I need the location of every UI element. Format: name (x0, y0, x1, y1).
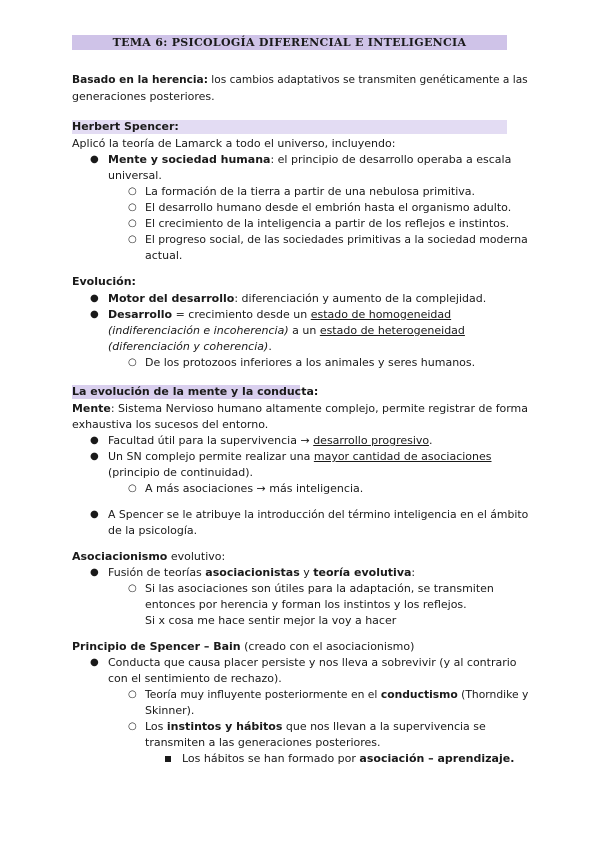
evolucion-sub-1: De los protozoos inferiores a los animales y seres humanos. (145, 356, 476, 369)
mente-bullet-3: A Spencer se le atribuye la introducción del término inteligencia en el ámbito (108, 508, 529, 521)
spencer-sub-4-cont: actual. (145, 249, 183, 262)
bullet-dot: ● (90, 435, 99, 446)
evolucion-bullet-2-cont-2: (diferenciación y coherencia). (108, 340, 272, 353)
spencer-sub-2: El desarrollo humano desde el embrión hasta el organismo adulto. (145, 201, 512, 214)
mente-bullet-1: Facultad útil para la supervivencia → desarrollo progresivo. (108, 434, 433, 447)
spencer-sub-3: El crecimiento de la inteligencia a partir de los reflejos e instintos. (145, 217, 510, 230)
section-heading-asociacionismo: Asociacionismo evolutivo: (72, 550, 226, 563)
section-heading-evolucion: Evolución: (72, 275, 136, 288)
asociacionismo-sub-1: Si las asociaciones son útiles para la adaptación, se transmiten (145, 582, 494, 595)
intro-line-1: Basado en la herencia: los cambios adaptativos se transmiten genéticamente a las (72, 73, 528, 86)
sub-bullet-circle: ○ (128, 721, 137, 732)
sub-bullet-circle: ○ (128, 483, 137, 494)
spencer-sub-4: El progreso social, de las sociedades primitivas a la sociedad moderna (145, 233, 528, 246)
mente-line-2: exhaustiva los sucesos del entorno. (72, 418, 269, 431)
bain-sub-2: Los instintos y hábitos que nos llevan a la supervivencia se (145, 720, 486, 733)
asociacionismo-sub-1-cont-2: Si x cosa me hace sentir mejor la voy a hacer (145, 614, 397, 627)
sub-bullet-circle: ○ (128, 186, 137, 197)
mente-bullet-2-cont: (principio de continuidad). (108, 466, 254, 479)
bain-sub-2-cont: transmiten a las generaciones posteriores. (145, 736, 381, 749)
section-heading-bain: Principio de Spencer – Bain (creado con el asociacionismo) (72, 640, 415, 653)
spencer-sub-1: La formación de la tierra a partir de una nebulosa primitiva. (145, 185, 476, 198)
mente-sub-1: A más asociaciones → más inteligencia. (145, 482, 364, 495)
asociacionismo-bullet-1: Fusión de teorías asociacionistas y teoría evolutiva: (108, 566, 416, 579)
bain-sub-1: Teoría muy influyente posteriormente en el conductismo (Thorndike y (145, 688, 529, 701)
sub-bullet-circle: ○ (128, 583, 137, 594)
mente-bullet-2: Un SN complejo permite realizar una mayor cantidad de asociaciones (108, 450, 492, 463)
evolucion-bullet-2-cont: (indiferenciación e incoherencia) a un estado de heterogeneidad (108, 324, 465, 337)
mente-line-1: Mente: Sistema Nervioso humano altamente complejo, permite registrar de forma (72, 402, 528, 415)
square-bullet (165, 756, 171, 762)
bullet-dot: ● (90, 451, 99, 462)
spencer-bullet-1-cont: universal. (108, 169, 162, 182)
sub-bullet-circle: ○ (128, 689, 137, 700)
bain-sq-1: Los hábitos se han formado por asociación – aprendizaje. (182, 752, 515, 765)
section-heading-spencer: Herbert Spencer: (72, 120, 179, 133)
intro-line-2: generaciones posteriores. (72, 90, 215, 103)
sub-bullet-circle: ○ (128, 218, 137, 229)
spencer-line: Aplicó la teoría de Lamarck a todo el universo, incluyendo: (72, 137, 396, 150)
spencer-bullet-1: Mente y sociedad humana: el principio de desarrollo operaba a escala (108, 153, 512, 166)
bullet-dot: ● (90, 154, 99, 165)
bullet-dot: ● (90, 567, 99, 578)
evolucion-bullet-2: Desarrollo = crecimiento desde un estado de homogeneidad (108, 308, 452, 321)
bain-bullet-1: Conducta que causa placer persiste y nos lleva a sobrevivir (y al contrario (108, 656, 517, 669)
section-heading-mente: La evolución de la mente y la conducta: (72, 385, 319, 398)
bain-bullet-1-cont: con el sentimiento de rechazo). (108, 672, 282, 685)
bullet-dot: ● (90, 509, 99, 520)
bullet-dot: ● (90, 657, 99, 668)
intro-label: Basado en la herencia: (72, 73, 208, 86)
page-title: TEMA 6: PSICOLOGÍA DIFERENCIAL E INTELIGENCIA (112, 36, 467, 49)
asociacionismo-sub-1-cont: entonces por herencia y forman los instintos y los reflejos. (145, 598, 467, 611)
sub-bullet-circle: ○ (128, 357, 137, 368)
sub-bullet-circle: ○ (128, 202, 137, 213)
mente-bullet-3-cont: de la psicología. (108, 524, 198, 537)
evolucion-bullet-1: Motor del desarrollo: diferenciación y aumento de la complejidad. (108, 292, 487, 305)
bullet-dot: ● (90, 309, 99, 320)
bullet-dot: ● (90, 293, 99, 304)
sub-bullet-circle: ○ (128, 234, 137, 245)
bain-sub-1-cont: Skinner). (145, 704, 195, 717)
